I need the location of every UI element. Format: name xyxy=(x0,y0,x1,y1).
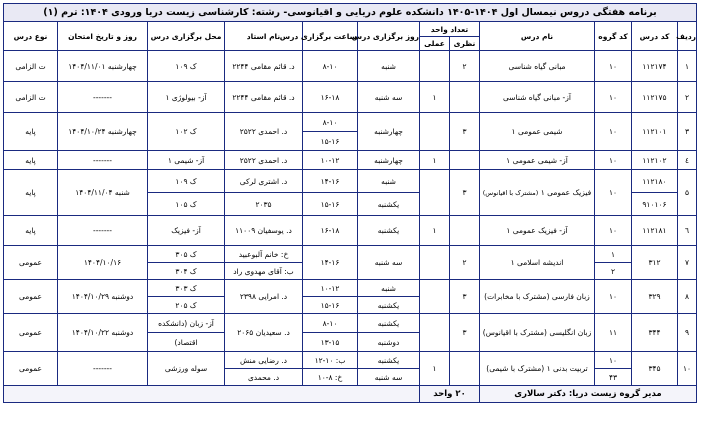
footer-blank xyxy=(4,386,420,403)
row-number: ۵ xyxy=(678,170,697,216)
class-day: چهارشنبه xyxy=(358,113,420,151)
theory-units: ۳ xyxy=(450,280,480,314)
course-type: ت الزامی xyxy=(4,82,58,113)
group-code: ۱۰ xyxy=(595,82,632,113)
header-practical: عملی xyxy=(420,37,450,51)
course-type: ت الزامی xyxy=(4,51,58,82)
course-name: شیمی عمومی ۱ xyxy=(480,113,595,151)
class-time: ۱۰-۱۲ xyxy=(303,280,358,297)
course-code: ۳۴۴ xyxy=(632,314,678,352)
course-name: زبان فارسی (مشترک با مخابرات) xyxy=(480,280,595,314)
class-day: یکشنبه xyxy=(358,193,420,216)
teacher: د. رضایی منش xyxy=(225,352,303,369)
row-number: ۹ xyxy=(678,314,697,352)
teacher: خ: خانم آلبوعبید xyxy=(225,246,303,263)
class-day: چهارشنبه xyxy=(358,151,420,170)
table-row xyxy=(4,151,697,170)
header-course-name: نام درس xyxy=(480,22,595,51)
header-place: محل برگزاری درس xyxy=(148,22,225,51)
course-name xyxy=(480,170,595,216)
exam-date: ------- xyxy=(58,216,148,246)
exam-date: ------- xyxy=(58,82,148,113)
course-type: پایه xyxy=(4,216,58,246)
exam-date: ------- xyxy=(58,151,148,170)
place: ک ۳۰۴ xyxy=(148,263,225,280)
practical-units: ۱ xyxy=(420,151,450,170)
course-type: پایه xyxy=(4,170,58,216)
schedule-sheet xyxy=(4,3,697,403)
class-time: ۱۵-۱۶ xyxy=(303,132,358,151)
theory-units xyxy=(450,352,480,386)
class-time: ۸-۱۰ xyxy=(303,113,358,132)
class-time: ۱۴-۱۶ xyxy=(303,246,358,280)
course-code: ۳۱۲ xyxy=(632,246,678,280)
course-code: ۱۱۲۱۷۴ xyxy=(632,51,678,82)
course-name: تربیت بدنی ۱ (مشترک با شیمی) xyxy=(480,352,595,386)
class-time: ب: ۱۰-۱۲ xyxy=(303,352,358,369)
class-day: یکشنبه xyxy=(358,216,420,246)
course-code: ۳۴۵ xyxy=(632,352,678,386)
practical-units xyxy=(420,246,450,280)
place: آز- زبان (دانشکده xyxy=(148,314,225,333)
practical-units: ۱ xyxy=(420,216,450,246)
table-row xyxy=(4,246,697,263)
table-row xyxy=(4,280,697,297)
teacher: د. امرایی ۲۳۹۸ xyxy=(225,280,303,314)
teacher: د. احمدی ۲۵۲۲ xyxy=(225,113,303,151)
teacher: د. قائم مقامی ۲۲۴۴ xyxy=(225,82,303,113)
header-time: ساعت برگزاری درس xyxy=(303,22,358,51)
teacher: د. یوسفیان ۱۱۰۰۹ xyxy=(225,216,303,246)
course-type: عمومی xyxy=(4,280,58,314)
exam-date: دوشنبه ۱۴۰۴/۱۰/۲۲ xyxy=(58,314,148,352)
row-number: ٤ xyxy=(678,151,697,170)
course-code: ۱۱۲۱۸۰ xyxy=(632,170,678,193)
group-code: ۱۰ xyxy=(595,280,632,314)
class-day: سه شنبه xyxy=(358,82,420,113)
practical-units xyxy=(420,51,450,82)
schedule-table xyxy=(3,3,697,403)
class-time: ۱۴-۱۶ xyxy=(303,170,358,193)
class-time: ۱۶-۱۸ xyxy=(303,82,358,113)
exam-date: دوشنبه ۱۴۰۴/۱۰/۲۹ xyxy=(58,280,148,314)
class-time: ۱۰-۱۲ xyxy=(303,151,358,170)
row-number: ٦ xyxy=(678,216,697,246)
course-name: آز- فیزیک عمومی ۱ xyxy=(480,216,595,246)
class-time: ۱۵-۱۶ xyxy=(303,193,358,216)
row-number: ۱۰ xyxy=(678,352,697,386)
class-day: دوشنبه xyxy=(358,333,420,352)
header-units: تعداد واحد xyxy=(420,22,480,37)
course-type: عمومی xyxy=(4,314,58,352)
row-number: ۷ xyxy=(678,246,697,280)
table-row xyxy=(4,170,697,193)
header-theory: نظری xyxy=(450,37,480,51)
place: آز- شیمی ۱ xyxy=(148,151,225,170)
practical-units xyxy=(420,170,450,216)
group-code: ۲ xyxy=(595,263,632,280)
theory-units: ۲ xyxy=(450,51,480,82)
header-row-number: ردیف xyxy=(678,22,697,51)
theory-units: ۳ xyxy=(450,170,480,216)
course-code: ۱۱۲۱۰۲ xyxy=(632,151,678,170)
group-code: ۱ xyxy=(595,246,632,263)
teacher: د. محمدی xyxy=(225,369,303,386)
group-manager: مدیر گروه زیست دریا: دکتر سالاری xyxy=(480,386,697,403)
row-number: ۲ xyxy=(678,82,697,113)
theory-units xyxy=(450,82,480,113)
group-code: ۱۰ xyxy=(595,51,632,82)
header-type: نوع درس xyxy=(4,22,58,51)
group-code: ۴۳ xyxy=(595,369,632,386)
teacher: ۲۰۳۵ xyxy=(225,193,303,216)
course-code: ۱۱۲۱۰۱ xyxy=(632,113,678,151)
course-code: ۱۱۲۱۸۱ xyxy=(632,216,678,246)
course-type: پایه xyxy=(4,151,58,170)
place: ک ۳۰۳ xyxy=(148,280,225,297)
course-code: ۱۱۲۱۷۵ xyxy=(632,82,678,113)
class-day: سه شنبه xyxy=(358,369,420,386)
header-day: روز برگزاری درس xyxy=(358,22,420,51)
class-day: یکشنبه xyxy=(358,352,420,369)
teacher: د. سعیدیان ۲۰۶۵ xyxy=(225,314,303,352)
practical-units: ۱ xyxy=(420,82,450,113)
theory-units: ۳ xyxy=(450,314,480,352)
practical-units: ۱ xyxy=(420,352,450,386)
table-row xyxy=(4,82,697,113)
header-exam: روز و تاریخ امتحان xyxy=(58,22,148,51)
place: ک ۳۰۵ xyxy=(148,246,225,263)
table-row xyxy=(4,113,697,132)
class-time: ۸-۱۰ xyxy=(303,314,358,333)
theory-units: ۲ xyxy=(450,246,480,280)
place: ک ۱۰۹ xyxy=(148,170,225,193)
course-name: آز- شیمی عمومی ۱ xyxy=(480,151,595,170)
course-name: زبان انگلیسی (مشترک با اقیانوس) xyxy=(480,314,595,352)
theory-units xyxy=(450,216,480,246)
place: آز- فیزیک xyxy=(148,216,225,246)
header-group-code: کد گروه xyxy=(595,22,632,51)
place: ک ۲۰۵ xyxy=(148,297,225,314)
course-name: مبانی گیاه شناسی xyxy=(480,51,595,82)
table-row xyxy=(4,216,697,246)
teacher: ب: آقای مهدوی راد xyxy=(225,263,303,280)
total-units: ۲۰ واحد xyxy=(420,386,480,403)
theory-units: ۳ xyxy=(450,113,480,151)
place: ک ۱۰۵ xyxy=(148,193,225,216)
class-day: یکشنبه xyxy=(358,297,420,314)
class-time: ۸-۱۰ xyxy=(303,51,358,82)
exam-date: شنبه ۱۴۰۴/۱۱/۰۴ xyxy=(58,170,148,216)
page-title: برنامه هفتگی دروس نیمسال اول ۱۴۰۴-۱۴۰۵ دانشکده علوم دریایی و اقیانوسی- رشته: کارشناسی زیست دریا ورودی ۱۴۰۴: ترم (۱) xyxy=(4,4,697,22)
teacher: د. اشتری لرکی xyxy=(225,170,303,193)
teacher: د. قائم مقامی ۲۲۴۴ xyxy=(225,51,303,82)
course-name-note: (مشترک با اقیانوس) xyxy=(482,188,539,197)
header-course-code: کد درس xyxy=(632,22,678,51)
row-number: ۱ xyxy=(678,51,697,82)
teacher: د. احمدی ۲۵۲۲ xyxy=(225,151,303,170)
place: آز- بیولوژی ۱ xyxy=(148,82,225,113)
group-code: ۱۰ xyxy=(595,352,632,369)
exam-date: چهارشنبه ۱۴۰۴/۱۱/۰۱ xyxy=(58,51,148,82)
practical-units xyxy=(420,113,450,151)
class-day: شنبه xyxy=(358,51,420,82)
practical-units xyxy=(420,314,450,352)
practical-units xyxy=(420,280,450,314)
class-time: ۱۵-۱۶ xyxy=(303,297,358,314)
group-code: ۱۰ xyxy=(595,151,632,170)
class-time: خ: ۸-۱۰ xyxy=(303,369,358,386)
exam-date: ۱۴۰۴/۱۰/۱۶ xyxy=(58,246,148,280)
group-code: ۱۱ xyxy=(595,314,632,352)
group-code: ۱۰ xyxy=(595,216,632,246)
table-row xyxy=(4,314,697,333)
place: سوله ورزشی xyxy=(148,352,225,386)
class-day: شنبه xyxy=(358,170,420,193)
class-day: شنبه xyxy=(358,280,420,297)
class-time: ۱۳-۱۵ xyxy=(303,333,358,352)
group-code: ۱۰ xyxy=(595,113,632,151)
course-name: اندیشه اسلامی ۱ xyxy=(480,246,595,280)
course-code: ۳۲۹ xyxy=(632,280,678,314)
exam-date: چهارشنبه ۱۴۰۴/۱۰/۲۴ xyxy=(58,113,148,151)
course-type: عمومی xyxy=(4,352,58,386)
course-name: آز- مبانی گیاه شناسی xyxy=(480,82,595,113)
exam-date: ------- xyxy=(58,352,148,386)
place: ک ۱۰۹ xyxy=(148,51,225,82)
course-type: پایه xyxy=(4,113,58,151)
course-code: ۹۱۰۱۰۶ xyxy=(632,193,678,216)
course-name-main: فیزیک عمومی ۱ xyxy=(540,187,592,197)
class-time: ۱۶-۱۸ xyxy=(303,216,358,246)
table-row xyxy=(4,352,697,369)
row-number: ۸ xyxy=(678,280,697,314)
header-teacher: نام استاد xyxy=(225,22,303,51)
theory-units xyxy=(450,151,480,170)
class-day: یکشنبه xyxy=(358,314,420,333)
place: اقتصاد) xyxy=(148,333,225,352)
row-number: ۳ xyxy=(678,113,697,151)
table-row xyxy=(4,51,697,82)
course-type: عمومی xyxy=(4,246,58,280)
group-code: ۱۰ xyxy=(595,170,632,216)
class-day: سه شنبه xyxy=(358,246,420,280)
place: ک ۱۰۲ xyxy=(148,113,225,151)
